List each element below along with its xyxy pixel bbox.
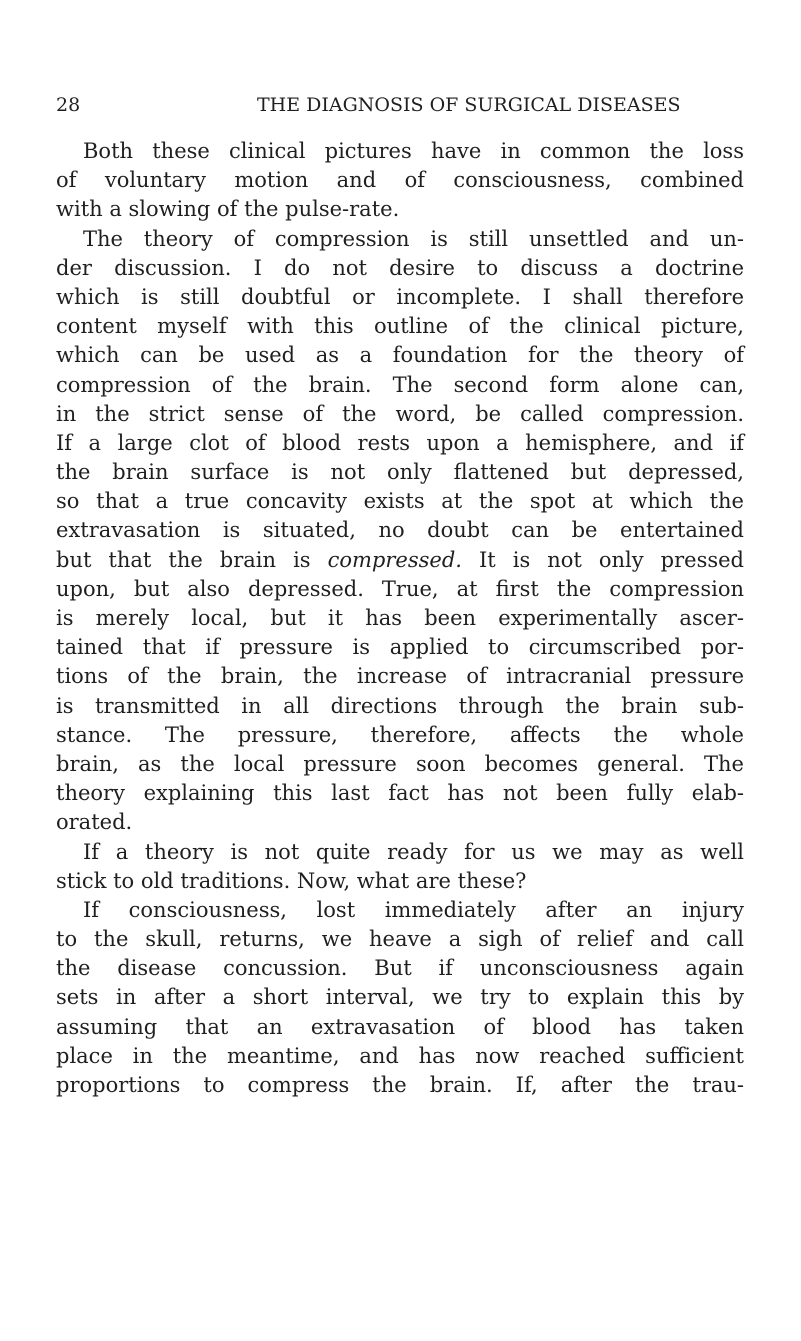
text-line: brain, as the local pressure soon becomes general. The	[56, 751, 744, 776]
text-line: content myself with this outline of the clinical picture,	[56, 314, 744, 339]
text-line: extravasation is situated, no doubt can be entertained	[56, 518, 744, 543]
text-line: theory explaining this last fact has not been fully elab-	[56, 781, 744, 806]
text-line: orated.	[56, 810, 133, 835]
text-line: If a large clot of blood rests upon a hemisphere, and if	[56, 430, 744, 455]
text-line: upon, but also depressed. True, at first the compression	[56, 576, 744, 601]
text-line: so that a true concavity exists at the spot at which the	[56, 489, 744, 514]
text-run: but that the brain is	[56, 547, 328, 572]
text-line: stick to old traditions. Now, what are these?	[56, 868, 527, 893]
text-line: stance. The pressure, therefore, affects the whole	[56, 722, 744, 747]
text-run: It is not only pressed	[461, 547, 744, 572]
text-line: the disease concussion. But if unconsciousness again	[56, 956, 744, 981]
text-line: proportions to compress the brain. If, after the trau-	[56, 1073, 744, 1097]
text-line: with a slowing of the pulse-rate.	[56, 197, 400, 222]
text-line: compression of the brain. The second form alone can,	[56, 372, 744, 397]
text-line: of voluntary motion and of consciousness, combined	[56, 168, 744, 193]
page-number: 28	[56, 94, 81, 116]
text-line: If a theory is not quite ready for us we may as well	[83, 839, 744, 864]
text-line: the brain surface is not only flattened but depressed,	[56, 460, 744, 485]
running-head	[56, 92, 756, 118]
text-line: place in the meantime, and has now reached sufficient	[56, 1043, 744, 1068]
text-line: The theory of compression is still unsettled and un-	[83, 226, 744, 251]
text-line: is merely local, but it has been experimentally ascer-	[56, 606, 744, 630]
text-line: Both these clinical pictures have in common the loss	[83, 139, 744, 163]
text-line: assuming that an extravasation of blood has taken	[56, 1014, 744, 1039]
text-line: is transmitted in all directions through the brain sub-	[56, 693, 744, 718]
text-line: which can be used as a foundation for the theory of	[56, 343, 744, 368]
text-line: which is still doubtful or incomplete. I shall therefore	[56, 284, 744, 309]
text-line: sets in after a short interval, we try to explain this by	[56, 985, 744, 1010]
text-line: to the skull, returns, we heave a sigh of relief and call	[56, 927, 744, 952]
emphasized-word: compressed.	[327, 547, 462, 572]
running-title: THE DIAGNOSIS OF SURGICAL DISEASES	[257, 94, 681, 116]
body-text	[56, 137, 744, 1100]
text-line: If consciousness, lost immediately after an injury	[83, 897, 744, 922]
text-line: der discussion. I do not desire to discuss a doctrine	[56, 255, 744, 280]
text-line: tained that if pressure is applied to circumscribed por-	[56, 635, 744, 660]
text-line-with-emphasis	[56, 546, 744, 575]
text-line: tions of the brain, the increase of intracranial pressure	[56, 664, 744, 689]
text-line: in the strict sense of the word, be called compression.	[56, 401, 744, 426]
